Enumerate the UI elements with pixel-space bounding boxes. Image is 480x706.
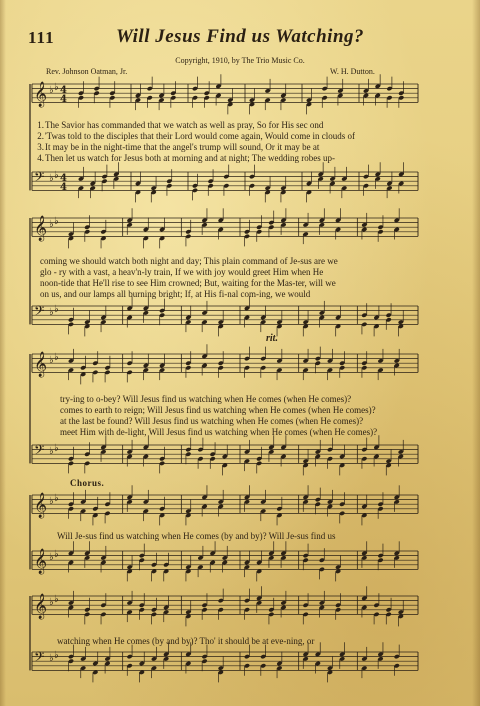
key-flat: ♭ — [54, 594, 59, 605]
lyric-line: 'Twas told to the disciples that their Lord would come again, Would come in clouds of — [45, 131, 356, 141]
bass-clef: 𝄢 — [34, 649, 45, 668]
key-flat: ♭ — [49, 496, 54, 507]
hymn-title: Will Jesus Find us Watching? — [115, 26, 365, 47]
key-flat: ♭ — [54, 443, 59, 454]
key-flat: ♭ — [54, 82, 59, 93]
treble-clef: 𝄞 — [34, 216, 48, 241]
key-flat: ♭ — [54, 170, 59, 181]
treble-clef: 𝄞 — [34, 82, 48, 107]
lyric-line: at the last be found? Will Jesus find us watching when He comes (when He comes)? — [60, 416, 364, 426]
copyright-notice: Copyright, 1910, by The Trio Music Co. — [175, 56, 305, 65]
lyric-line: try-ing to o-bey? Will Jesus find us watching when He comes (when He comes)? — [60, 394, 352, 404]
lyric-line: meet Him with de-light, Will Jesus find us watching when He comes (when He comes)? — [60, 427, 378, 437]
key-flat: ♭ — [54, 216, 59, 227]
key-flat: ♭ — [49, 552, 54, 563]
bass-clef: 𝄢 — [34, 442, 45, 461]
lyric-line: It may be in the night-time that the angel's trump will sound, Or it may be at — [45, 142, 320, 152]
key-flat: ♭ — [49, 307, 54, 318]
time-signature: 4 — [60, 94, 67, 105]
key-flat: ♭ — [54, 493, 59, 504]
key-flat: ♭ — [54, 549, 59, 560]
verse-number: 4. — [37, 153, 44, 163]
lyric-line: comes to earth to reign; Will Jesus find us watching when He comes (when He comes)? — [60, 405, 376, 415]
key-flat: ♭ — [49, 597, 54, 608]
time-signature: 4 — [60, 173, 67, 184]
chorus-lyric-line: watching when He comes (by and by)? Tho' it should be at eve-ning, or — [57, 636, 315, 646]
lyric-line: on us, and our lamps all burning bright; If, at His fi-nal com-ing, we would — [40, 289, 311, 299]
lyric-line: Then let us watch for Jesus both at morning and at night; The wedding robes up- — [45, 153, 336, 163]
lyricist-credit: Rev. Johnson Oatman, Jr. — [46, 67, 128, 76]
key-flat: ♭ — [49, 173, 54, 184]
chorus-lyric-line: Will Je-sus find us watching when He comes (by and by)? Will Je-sus find us — [57, 531, 336, 541]
time-signature: 4 — [60, 182, 67, 193]
verse-number: 2. — [37, 131, 44, 141]
lyric-line: noon-tide that He'll rise to see Him crowned; But, waiting for the Mas-ter, will we — [40, 278, 336, 288]
key-flat: ♭ — [54, 352, 59, 363]
treble-clef: 𝄞 — [34, 352, 48, 377]
ritardando-marking: rit. — [266, 333, 278, 344]
treble-clef: 𝄞 — [34, 493, 48, 518]
hymn-number: 111 — [28, 28, 55, 47]
key-flat: ♭ — [49, 355, 54, 366]
key-flat: ♭ — [49, 85, 54, 96]
treble-clef: 𝄞 — [34, 549, 48, 574]
verse-number: 3. — [37, 142, 44, 152]
lyric-line: The Savior has commanded that we watch as well as pray, So for His sec ond — [45, 120, 324, 130]
verse-number: 1. — [37, 120, 44, 130]
lyric-line: glo - ry with a vast, a heav'n-ly train, If we with joy would greet Him when He — [40, 267, 324, 277]
key-flat: ♭ — [49, 219, 54, 230]
bass-clef: 𝄢 — [34, 169, 45, 188]
time-signature: 4 — [60, 85, 67, 96]
key-flat: ♭ — [54, 650, 59, 661]
chorus-label: Chorus. — [70, 478, 105, 488]
composer-credit: W. H. Dutton. — [330, 67, 375, 76]
key-flat: ♭ — [49, 446, 54, 457]
lyric-line: coming we should watch both night and day; This plain command of Je-sus are we — [40, 256, 338, 266]
key-flat: ♭ — [54, 304, 59, 315]
key-flat: ♭ — [49, 653, 54, 664]
bass-clef: 𝄢 — [34, 303, 45, 322]
treble-clef: 𝄞 — [34, 594, 48, 619]
